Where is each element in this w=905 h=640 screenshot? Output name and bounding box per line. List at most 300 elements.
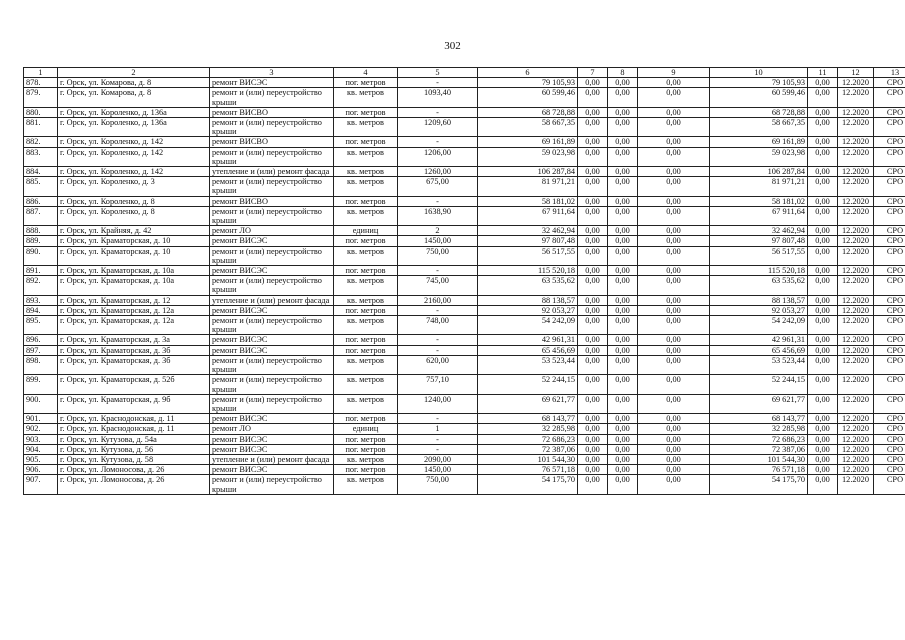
table-cell-col-9: 0,00 [638, 434, 710, 444]
table-cell-col-9: 0,00 [638, 88, 710, 107]
table-cell-col-10: 106 287,84 [710, 167, 808, 177]
table-cell-col-2: г. Орск, ул. Краматорская, д. 3б [58, 345, 210, 355]
table-cell-col-4: пог. метров [334, 266, 398, 276]
table-cell-col-6: 72 686,23 [478, 434, 578, 444]
table-cell-col-6: 67 911,64 [478, 206, 578, 225]
table-cell-col-7: 0,00 [578, 316, 608, 335]
table-cell-col-12: 12.2020 [838, 107, 874, 117]
table-cell-col-13: СРО [874, 475, 905, 494]
table-cell-col-7: 0,00 [578, 335, 608, 345]
table-cell-col-9: 0,00 [638, 137, 710, 147]
table-cell-col-11: 0,00 [808, 167, 838, 177]
table-cell-col-1: 890. [24, 246, 58, 265]
table-cell-col-12: 12.2020 [838, 335, 874, 345]
table-cell-col-3: утепление и (или) ремонт фасада [210, 454, 334, 464]
table-cell-col-13: СРО [874, 276, 905, 295]
table-row [24, 236, 905, 246]
table-cell-col-4: кв. метров [334, 355, 398, 374]
table-cell-col-9: 0,00 [638, 465, 710, 475]
table-cell-col-2: г. Орск, ул. Короленко, д. 142 [58, 137, 210, 147]
table-cell-col-10: 56 517,55 [710, 246, 808, 265]
table-cell-col-7: 0,00 [578, 465, 608, 475]
table-cell-col-6: 54 242,09 [478, 316, 578, 335]
table-cell-col-7: 0,00 [578, 434, 608, 444]
table-cell-col-4: пог. метров [334, 345, 398, 355]
table-cell-col-11: 0,00 [808, 78, 838, 88]
table-cell-col-2: г. Орск, ул. Краматорская, д. 10 [58, 236, 210, 246]
table-cell-col-8: 0,00 [608, 305, 638, 315]
table-cell-col-8: 0,00 [608, 316, 638, 335]
table-cell-col-9: 0,00 [638, 394, 710, 413]
table-cell-col-11: 0,00 [808, 375, 838, 394]
table-cell-col-10: 72 686,23 [710, 434, 808, 444]
table-cell-col-8: 0,00 [608, 424, 638, 434]
table-cell-col-1: 903. [24, 434, 58, 444]
table-cell-col-4: пог. метров [334, 236, 398, 246]
table-row [24, 177, 905, 196]
table-cell-col-8: 0,00 [608, 107, 638, 117]
table-cell-col-12: 12.2020 [838, 246, 874, 265]
table-cell-col-1: 886. [24, 196, 58, 206]
table-cell-col-9: 0,00 [638, 375, 710, 394]
table-row [24, 137, 905, 147]
table-cell-col-6: 63 535,62 [478, 276, 578, 295]
table-cell-col-1: 882. [24, 137, 58, 147]
table-cell-col-1: 901. [24, 414, 58, 424]
table-cell-col-5: - [398, 414, 478, 424]
table-cell-col-1: 905. [24, 454, 58, 464]
table-cell-col-8: 0,00 [608, 475, 638, 494]
table-cell-col-4: кв. метров [334, 147, 398, 166]
table-cell-col-13: СРО [874, 434, 905, 444]
table-header [24, 68, 905, 78]
table-cell-col-13: СРО [874, 316, 905, 335]
table-row [24, 246, 905, 265]
table-row [24, 465, 905, 475]
table-cell-col-1: 900. [24, 394, 58, 413]
table-cell-col-9: 0,00 [638, 454, 710, 464]
table-cell-col-2: г. Орск, ул. Краснодонская, д. 11 [58, 424, 210, 434]
table-cell-col-9: 0,00 [638, 246, 710, 265]
table-cell-col-13: СРО [874, 375, 905, 394]
table-cell-col-6: 59 023,98 [478, 147, 578, 166]
table-cell-col-4: кв. метров [334, 394, 398, 413]
table-row [24, 167, 905, 177]
table-cell-col-9: 0,00 [638, 118, 710, 137]
table-cell-col-13: СРО [874, 236, 905, 246]
table-row [24, 196, 905, 206]
table-cell-col-13: СРО [874, 118, 905, 137]
table-cell-col-8: 0,00 [608, 118, 638, 137]
table-cell-col-4: единиц [334, 424, 398, 434]
table-cell-col-9: 0,00 [638, 444, 710, 454]
table-cell-col-9: 0,00 [638, 345, 710, 355]
table-cell-col-12: 12.2020 [838, 305, 874, 315]
table-cell-col-6: 97 807,48 [478, 236, 578, 246]
table-cell-col-5: - [398, 266, 478, 276]
table-cell-col-10: 53 523,44 [710, 355, 808, 374]
table-cell-col-1: 883. [24, 147, 58, 166]
table-cell-col-11: 0,00 [808, 424, 838, 434]
table-cell-col-2: г. Орск, ул. Краматорская, д. 3а [58, 335, 210, 345]
table-cell-col-4: пог. метров [334, 305, 398, 315]
table-cell-col-2: г. Орск, ул. Краматорская, д. 3б [58, 355, 210, 374]
table-cell-col-6: 81 971,21 [478, 177, 578, 196]
table-cell-col-12: 12.2020 [838, 226, 874, 236]
table-cell-col-8: 0,00 [608, 454, 638, 464]
table-cell-col-1: 880. [24, 107, 58, 117]
table-cell-col-3: утепление и (или) ремонт фасада [210, 167, 334, 177]
table-cell-col-6: 58 667,35 [478, 118, 578, 137]
table-cell-col-2: г. Орск, ул. Краматорская, д. 10а [58, 266, 210, 276]
table-cell-col-3: ремонт ВИСЭС [210, 345, 334, 355]
table-cell-col-5: 675,00 [398, 177, 478, 196]
table-cell-col-4: пог. метров [334, 78, 398, 88]
table-cell-col-6: 68 143,77 [478, 414, 578, 424]
table-cell-col-9: 0,00 [638, 107, 710, 117]
table-cell-col-7: 0,00 [578, 226, 608, 236]
table-cell-col-9: 0,00 [638, 147, 710, 166]
page-number: 302 [444, 40, 461, 52]
table-cell-col-9: 0,00 [638, 316, 710, 335]
table-cell-col-4: пог. метров [334, 434, 398, 444]
table-row [24, 355, 905, 374]
table-cell-col-7: 0,00 [578, 276, 608, 295]
table-cell-col-2: г. Орск, ул. Краматорская, д. 12 [58, 295, 210, 305]
table-body [24, 78, 905, 495]
table-cell-col-10: 32 285,98 [710, 424, 808, 434]
table-cell-col-2: г. Орск, ул. Краснодонская, д. 11 [58, 414, 210, 424]
table-cell-col-2: г. Орск, ул. Короленко, д. 8 [58, 206, 210, 225]
table-cell-col-1: 879. [24, 88, 58, 107]
table-cell-col-8: 0,00 [608, 88, 638, 107]
table-cell-col-7: 0,00 [578, 118, 608, 137]
table-cell-col-3: ремонт и (или) переустройство крыши [210, 316, 334, 335]
table-cell-col-5: - [398, 434, 478, 444]
table-cell-col-5: 1450,00 [398, 465, 478, 475]
table-cell-col-13: СРО [874, 266, 905, 276]
table-cell-col-13: СРО [874, 454, 905, 464]
table-cell-col-3: ремонт ЛО [210, 226, 334, 236]
table-row [24, 444, 905, 454]
table-cell-col-1: 896. [24, 335, 58, 345]
table-cell-col-11: 0,00 [808, 196, 838, 206]
table-cell-col-13: СРО [874, 355, 905, 374]
table-cell-col-1: 902. [24, 424, 58, 434]
table-cell-col-9: 0,00 [638, 226, 710, 236]
table-cell-col-11: 0,00 [808, 226, 838, 236]
table-cell-col-3: ремонт ВИСЭС [210, 305, 334, 315]
table-cell-col-5: 1206,00 [398, 147, 478, 166]
table-cell-col-6: 69 161,89 [478, 137, 578, 147]
table-cell-col-3: ремонт ВИСВО [210, 137, 334, 147]
table-cell-col-5: 1093,40 [398, 88, 478, 107]
table-cell-col-3: ремонт ВИСЭС [210, 78, 334, 88]
table-cell-col-11: 0,00 [808, 345, 838, 355]
table-cell-col-4: единиц [334, 226, 398, 236]
table-cell-col-10: 115 520,18 [710, 266, 808, 276]
table-cell-col-5: 2 [398, 226, 478, 236]
table-cell-col-13: СРО [874, 444, 905, 454]
table-cell-col-3: ремонт ВИСЭС [210, 266, 334, 276]
table-cell-col-4: кв. метров [334, 246, 398, 265]
column-header-7: 7 [578, 68, 608, 78]
table-cell-col-13: СРО [874, 394, 905, 413]
table-cell-col-4: пог. метров [334, 465, 398, 475]
table-cell-col-7: 0,00 [578, 424, 608, 434]
table-cell-col-9: 0,00 [638, 196, 710, 206]
table-cell-col-8: 0,00 [608, 444, 638, 454]
table-row [24, 394, 905, 413]
table-cell-col-2: г. Орск, ул. Краматорская, д. 10 [58, 246, 210, 265]
table-cell-col-6: 79 105,93 [478, 78, 578, 88]
table-row [24, 88, 905, 107]
table-cell-col-7: 0,00 [578, 196, 608, 206]
table-cell-col-2: г. Орск, ул. Короленко, д. 136а [58, 107, 210, 117]
table-cell-col-9: 0,00 [638, 295, 710, 305]
column-header-5: 5 [398, 68, 478, 78]
table-cell-col-3: ремонт и (или) переустройство крыши [210, 394, 334, 413]
table-cell-col-3: утепление и (или) ремонт фасада [210, 295, 334, 305]
table-cell-col-3: ремонт ВИСЭС [210, 236, 334, 246]
table-cell-col-12: 12.2020 [838, 206, 874, 225]
table-cell-col-4: кв. метров [334, 88, 398, 107]
table-cell-col-6: 60 599,46 [478, 88, 578, 107]
table-cell-col-4: пог. метров [334, 444, 398, 454]
table-cell-col-12: 12.2020 [838, 295, 874, 305]
table-cell-col-10: 101 544,30 [710, 454, 808, 464]
table-cell-col-5: 2160,00 [398, 295, 478, 305]
table-cell-col-7: 0,00 [578, 394, 608, 413]
table-cell-col-11: 0,00 [808, 206, 838, 225]
table-cell-col-4: кв. метров [334, 454, 398, 464]
table-cell-col-10: 58 181,02 [710, 196, 808, 206]
table-cell-col-9: 0,00 [638, 236, 710, 246]
table-cell-col-8: 0,00 [608, 137, 638, 147]
table-cell-col-7: 0,00 [578, 375, 608, 394]
table-cell-col-8: 0,00 [608, 414, 638, 424]
table-cell-col-10: 54 242,09 [710, 316, 808, 335]
table-cell-col-11: 0,00 [808, 394, 838, 413]
table-cell-col-2: г. Орск, ул. Короленко, д. 8 [58, 196, 210, 206]
table-cell-col-9: 0,00 [638, 177, 710, 196]
column-header-4: 4 [334, 68, 398, 78]
table-cell-col-5: - [398, 444, 478, 454]
column-header-12: 12 [838, 68, 874, 78]
table-cell-col-8: 0,00 [608, 78, 638, 88]
table-cell-col-10: 92 053,27 [710, 305, 808, 315]
table-cell-col-12: 12.2020 [838, 394, 874, 413]
table-cell-col-5: 748,00 [398, 316, 478, 335]
table-cell-col-6: 69 621,77 [478, 394, 578, 413]
column-header-8: 8 [608, 68, 638, 78]
table-cell-col-4: кв. метров [334, 177, 398, 196]
table-cell-col-9: 0,00 [638, 355, 710, 374]
table-row [24, 118, 905, 137]
table-cell-col-7: 0,00 [578, 444, 608, 454]
table-cell-col-13: СРО [874, 335, 905, 345]
table-cell-col-9: 0,00 [638, 305, 710, 315]
table-cell-col-2: г. Орск, ул. Короленко, д. 3 [58, 177, 210, 196]
table-cell-col-13: СРО [874, 196, 905, 206]
table-cell-col-6: 101 544,30 [478, 454, 578, 464]
table-cell-col-10: 67 911,64 [710, 206, 808, 225]
works-table [23, 67, 905, 495]
table-cell-col-8: 0,00 [608, 335, 638, 345]
table-row [24, 414, 905, 424]
table-cell-col-12: 12.2020 [838, 444, 874, 454]
table-cell-col-6: 76 571,18 [478, 465, 578, 475]
column-header-6: 6 [478, 68, 578, 78]
table-cell-col-1: 878. [24, 78, 58, 88]
table-row [24, 475, 905, 494]
table-cell-col-8: 0,00 [608, 375, 638, 394]
table-cell-col-12: 12.2020 [838, 88, 874, 107]
column-header-11: 11 [808, 68, 838, 78]
table-cell-col-12: 12.2020 [838, 434, 874, 444]
table-cell-col-11: 0,00 [808, 355, 838, 374]
column-header-13: 13 [874, 68, 905, 78]
table-cell-col-7: 0,00 [578, 206, 608, 225]
table-cell-col-5: - [398, 345, 478, 355]
table-cell-col-11: 0,00 [808, 276, 838, 295]
table-cell-col-13: СРО [874, 137, 905, 147]
table-cell-col-3: ремонт и (или) переустройство крыши [210, 475, 334, 494]
table-cell-col-11: 0,00 [808, 414, 838, 424]
table-cell-col-11: 0,00 [808, 88, 838, 107]
table-cell-col-12: 12.2020 [838, 167, 874, 177]
table-cell-col-13: СРО [874, 424, 905, 434]
table-cell-col-4: кв. метров [334, 295, 398, 305]
table-cell-col-4: кв. метров [334, 206, 398, 225]
table-cell-col-10: 97 807,48 [710, 236, 808, 246]
table-cell-col-13: СРО [874, 147, 905, 166]
table-cell-col-6: 32 285,98 [478, 424, 578, 434]
table-cell-col-4: кв. метров [334, 118, 398, 137]
table-cell-col-13: СРО [874, 345, 905, 355]
table-cell-col-2: г. Орск, ул. Кутузова, д. 56 [58, 444, 210, 454]
table-cell-col-12: 12.2020 [838, 465, 874, 475]
table-cell-col-5: 620,00 [398, 355, 478, 374]
table-cell-col-5: 745,00 [398, 276, 478, 295]
table-cell-col-11: 0,00 [808, 246, 838, 265]
table-row [24, 78, 905, 88]
table-cell-col-13: СРО [874, 465, 905, 475]
table-cell-col-11: 0,00 [808, 107, 838, 117]
table-cell-col-11: 0,00 [808, 465, 838, 475]
table-cell-col-3: ремонт ВИСЭС [210, 335, 334, 345]
table-cell-col-6: 92 053,27 [478, 305, 578, 315]
table-cell-col-1: 895. [24, 316, 58, 335]
table-cell-col-7: 0,00 [578, 167, 608, 177]
table-cell-col-8: 0,00 [608, 276, 638, 295]
table-cell-col-11: 0,00 [808, 434, 838, 444]
table-cell-col-5: 1260,00 [398, 167, 478, 177]
table-cell-col-11: 0,00 [808, 177, 838, 196]
table-cell-col-8: 0,00 [608, 394, 638, 413]
table-cell-col-10: 69 161,89 [710, 137, 808, 147]
table-cell-col-12: 12.2020 [838, 355, 874, 374]
table-cell-col-5: - [398, 305, 478, 315]
table-row [24, 316, 905, 335]
table-cell-col-9: 0,00 [638, 206, 710, 225]
table-cell-col-11: 0,00 [808, 475, 838, 494]
table-cell-col-12: 12.2020 [838, 118, 874, 137]
table-cell-col-1: 906. [24, 465, 58, 475]
table-cell-col-8: 0,00 [608, 345, 638, 355]
table-cell-col-9: 0,00 [638, 475, 710, 494]
table-cell-col-2: г. Орск, ул. Ломоносова, д. 26 [58, 465, 210, 475]
table-row [24, 424, 905, 434]
table-cell-col-6: 32 462,94 [478, 226, 578, 236]
table-cell-col-6: 106 287,84 [478, 167, 578, 177]
table-cell-col-9: 0,00 [638, 266, 710, 276]
table-cell-col-1: 898. [24, 355, 58, 374]
table-cell-col-8: 0,00 [608, 167, 638, 177]
table-cell-col-10: 72 387,06 [710, 444, 808, 454]
table-cell-col-2: г. Орск, ул. Краматорская, д. 12а [58, 305, 210, 315]
column-header-10: 10 [710, 68, 808, 78]
table-row [24, 434, 905, 444]
table-cell-col-6: 56 517,55 [478, 246, 578, 265]
table-cell-col-3: ремонт и (или) переустройство крыши [210, 177, 334, 196]
table-cell-col-1: 891. [24, 266, 58, 276]
table-cell-col-13: СРО [874, 414, 905, 424]
table-cell-col-7: 0,00 [578, 107, 608, 117]
table-cell-col-3: ремонт и (или) переустройство крыши [210, 246, 334, 265]
table-cell-col-8: 0,00 [608, 147, 638, 166]
table-cell-col-11: 0,00 [808, 444, 838, 454]
table-cell-col-8: 0,00 [608, 295, 638, 305]
table-cell-col-10: 58 667,35 [710, 118, 808, 137]
table-cell-col-7: 0,00 [578, 475, 608, 494]
table-cell-col-13: СРО [874, 177, 905, 196]
table-cell-col-10: 76 571,18 [710, 465, 808, 475]
table-cell-col-12: 12.2020 [838, 236, 874, 246]
table-cell-col-12: 12.2020 [838, 196, 874, 206]
table-cell-col-11: 0,00 [808, 305, 838, 315]
table-cell-col-11: 0,00 [808, 236, 838, 246]
table-cell-col-5: 1209,60 [398, 118, 478, 137]
table-row [24, 206, 905, 225]
table-cell-col-5: - [398, 78, 478, 88]
table-cell-col-6: 72 387,06 [478, 444, 578, 454]
table-cell-col-10: 88 138,57 [710, 295, 808, 305]
table-cell-col-11: 0,00 [808, 316, 838, 335]
table-cell-col-8: 0,00 [608, 246, 638, 265]
table-cell-col-7: 0,00 [578, 305, 608, 315]
table-cell-col-10: 81 971,21 [710, 177, 808, 196]
table-cell-col-2: г. Орск, ул. Кутузова, д. 58 [58, 454, 210, 464]
table-cell-col-5: 1450,00 [398, 236, 478, 246]
table-cell-col-13: СРО [874, 107, 905, 117]
table-cell-col-8: 0,00 [608, 465, 638, 475]
table-cell-col-5: 2090,00 [398, 454, 478, 464]
table-cell-col-3: ремонт ВИСВО [210, 196, 334, 206]
table-cell-col-5: - [398, 196, 478, 206]
table-cell-col-6: 42 961,31 [478, 335, 578, 345]
table-cell-col-12: 12.2020 [838, 177, 874, 196]
column-header-3: 3 [210, 68, 334, 78]
table-cell-col-7: 0,00 [578, 78, 608, 88]
table-cell-col-11: 0,00 [808, 118, 838, 137]
table-cell-col-6: 68 728,88 [478, 107, 578, 117]
table-cell-col-13: СРО [874, 78, 905, 88]
table-cell-col-10: 60 599,46 [710, 88, 808, 107]
table-cell-col-2: г. Орск, ул. Короленко, д. 142 [58, 147, 210, 166]
table-cell-col-11: 0,00 [808, 454, 838, 464]
table-cell-col-12: 12.2020 [838, 316, 874, 335]
